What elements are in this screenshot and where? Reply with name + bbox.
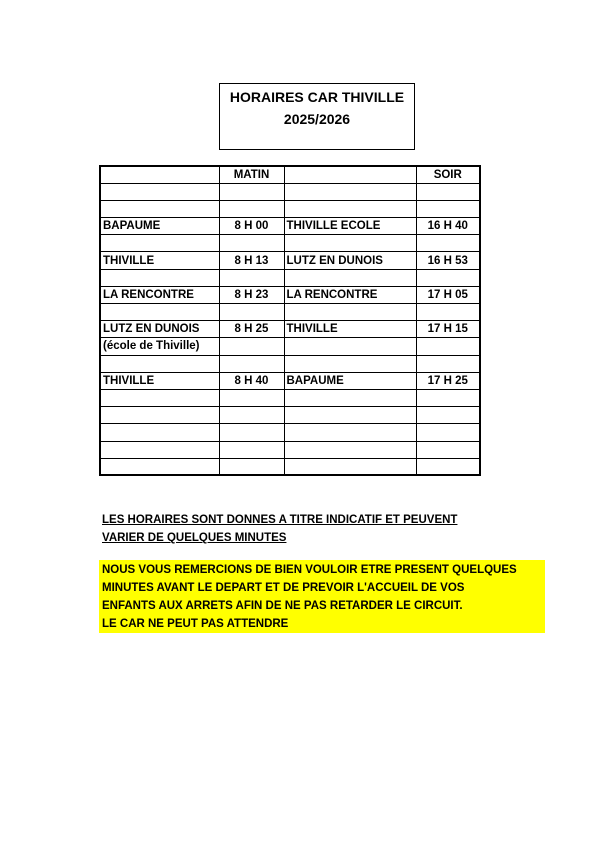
table-row <box>100 458 480 475</box>
cell-stop-morning <box>100 424 219 441</box>
table-row <box>100 304 480 321</box>
cell-time-morning <box>219 338 284 355</box>
highlight-line: ENFANTS AUX ARRETS AFIN DE NE PAS RETARDER LE CIRCUIT. <box>102 600 463 612</box>
highlight-message <box>99 560 545 633</box>
cell-time-morning: 8 H 00 <box>219 218 284 235</box>
table-row <box>100 389 480 406</box>
cell-stop-morning: THIVILLE <box>100 252 219 269</box>
cell-stop-evening: THIVILLE ECOLE <box>284 218 416 235</box>
column-header-time-morning: MATIN <box>219 166 284 183</box>
cell-time-evening <box>416 183 480 200</box>
cell-stop-morning <box>100 235 219 252</box>
cell-time-morning <box>219 441 284 458</box>
notice-line: LES HORAIRES SONT DONNES A TITRE INDICATIF ET PEUVENT <box>102 514 458 526</box>
schedule-body <box>100 166 480 475</box>
cell-stop-morning: BAPAUME <box>100 218 219 235</box>
schedule-table <box>99 165 481 476</box>
cell-time-evening: 17 H 15 <box>416 321 480 338</box>
cell-stop-evening <box>284 269 416 286</box>
cell-time-morning <box>219 304 284 321</box>
table-row <box>100 424 480 441</box>
school-year: 2025/2026 <box>283 111 351 127</box>
cell-stop-evening <box>284 235 416 252</box>
table-row <box>100 252 480 269</box>
cell-stop-morning <box>100 441 219 458</box>
cell-time-evening: 16 H 53 <box>416 252 480 269</box>
cell-stop-morning: LA RENCONTRE <box>100 286 219 303</box>
cell-time-evening <box>416 338 480 355</box>
cell-time-morning: 8 H 13 <box>219 252 284 269</box>
cell-stop-evening <box>284 424 416 441</box>
column-header-stop-evening <box>284 166 416 183</box>
cell-time-morning: 8 H 40 <box>219 372 284 389</box>
cell-stop-evening <box>284 304 416 321</box>
cell-stop-morning <box>100 200 219 217</box>
cell-stop-morning <box>100 304 219 321</box>
cell-time-evening <box>416 407 480 424</box>
cell-stop-evening <box>284 407 416 424</box>
cell-stop-morning: LUTZ EN DUNOIS <box>100 321 219 338</box>
column-header-time-evening: SOIR <box>416 166 480 183</box>
cell-stop-evening <box>284 458 416 475</box>
cell-time-evening <box>416 458 480 475</box>
cell-time-morning <box>219 407 284 424</box>
cell-stop-evening <box>284 389 416 406</box>
cell-time-evening <box>416 355 480 372</box>
highlight-line: MINUTES AVANT LE DEPART ET DE PREVOIR L'ACCUEIL DE VOS <box>102 582 465 594</box>
cell-time-morning: 8 H 23 <box>219 286 284 303</box>
cell-time-morning <box>219 235 284 252</box>
cell-time-evening <box>416 389 480 406</box>
cell-time-evening <box>416 441 480 458</box>
cell-stop-morning <box>100 458 219 475</box>
cell-stop-morning <box>100 407 219 424</box>
cell-stop-evening <box>284 183 416 200</box>
title-box <box>219 83 415 150</box>
cell-stop-evening: BAPAUME <box>284 372 416 389</box>
table-row <box>100 321 480 338</box>
cell-stop-morning <box>100 355 219 372</box>
notice-text <box>102 511 482 547</box>
cell-stop-evening <box>284 355 416 372</box>
cell-stop-morning <box>100 389 219 406</box>
table-row <box>100 355 480 372</box>
highlight-line: LE CAR NE PEUT PAS ATTENDRE <box>102 618 289 630</box>
cell-time-evening <box>416 235 480 252</box>
table-row <box>100 338 480 355</box>
table-row <box>100 286 480 303</box>
cell-time-morning <box>219 458 284 475</box>
cell-time-evening: 16 H 40 <box>416 218 480 235</box>
cell-time-evening: 17 H 25 <box>416 372 480 389</box>
cell-time-evening <box>416 269 480 286</box>
cell-time-morning <box>219 269 284 286</box>
cell-stop-morning <box>100 269 219 286</box>
cell-time-morning <box>219 183 284 200</box>
cell-stop-evening <box>284 441 416 458</box>
table-row <box>100 269 480 286</box>
cell-stop-evening: LUTZ EN DUNOIS <box>284 252 416 269</box>
page-title: HORAIRES CAR THIVILLE <box>229 89 405 105</box>
column-header-stop-morning <box>100 166 219 183</box>
cell-stop-evening: LA RENCONTRE <box>284 286 416 303</box>
cell-time-morning <box>219 389 284 406</box>
cell-time-evening <box>416 424 480 441</box>
cell-stop-morning <box>100 183 219 200</box>
cell-stop-morning: THIVILLE <box>100 372 219 389</box>
cell-time-morning <box>219 424 284 441</box>
table-row <box>100 441 480 458</box>
cell-time-evening <box>416 200 480 217</box>
cell-time-morning <box>219 355 284 372</box>
cell-time-morning: 8 H 25 <box>219 321 284 338</box>
table-row <box>100 235 480 252</box>
table-row <box>100 372 480 389</box>
cell-time-evening: 17 H 05 <box>416 286 480 303</box>
cell-stop-morning: (école de Thiville) <box>100 338 219 355</box>
table-row <box>100 200 480 217</box>
cell-stop-evening <box>284 338 416 355</box>
cell-stop-evening: THIVILLE <box>284 321 416 338</box>
table-row <box>100 183 480 200</box>
table-header-row <box>100 166 480 183</box>
cell-time-morning <box>219 200 284 217</box>
table-row <box>100 218 480 235</box>
cell-time-evening <box>416 304 480 321</box>
highlight-line: NOUS VOUS REMERCIONS DE BIEN VOULOIR ETRE PRESENT QUELQUES <box>102 564 517 576</box>
notice-line: VARIER DE QUELQUES MINUTES <box>102 532 287 544</box>
table-row <box>100 407 480 424</box>
cell-stop-evening <box>284 200 416 217</box>
